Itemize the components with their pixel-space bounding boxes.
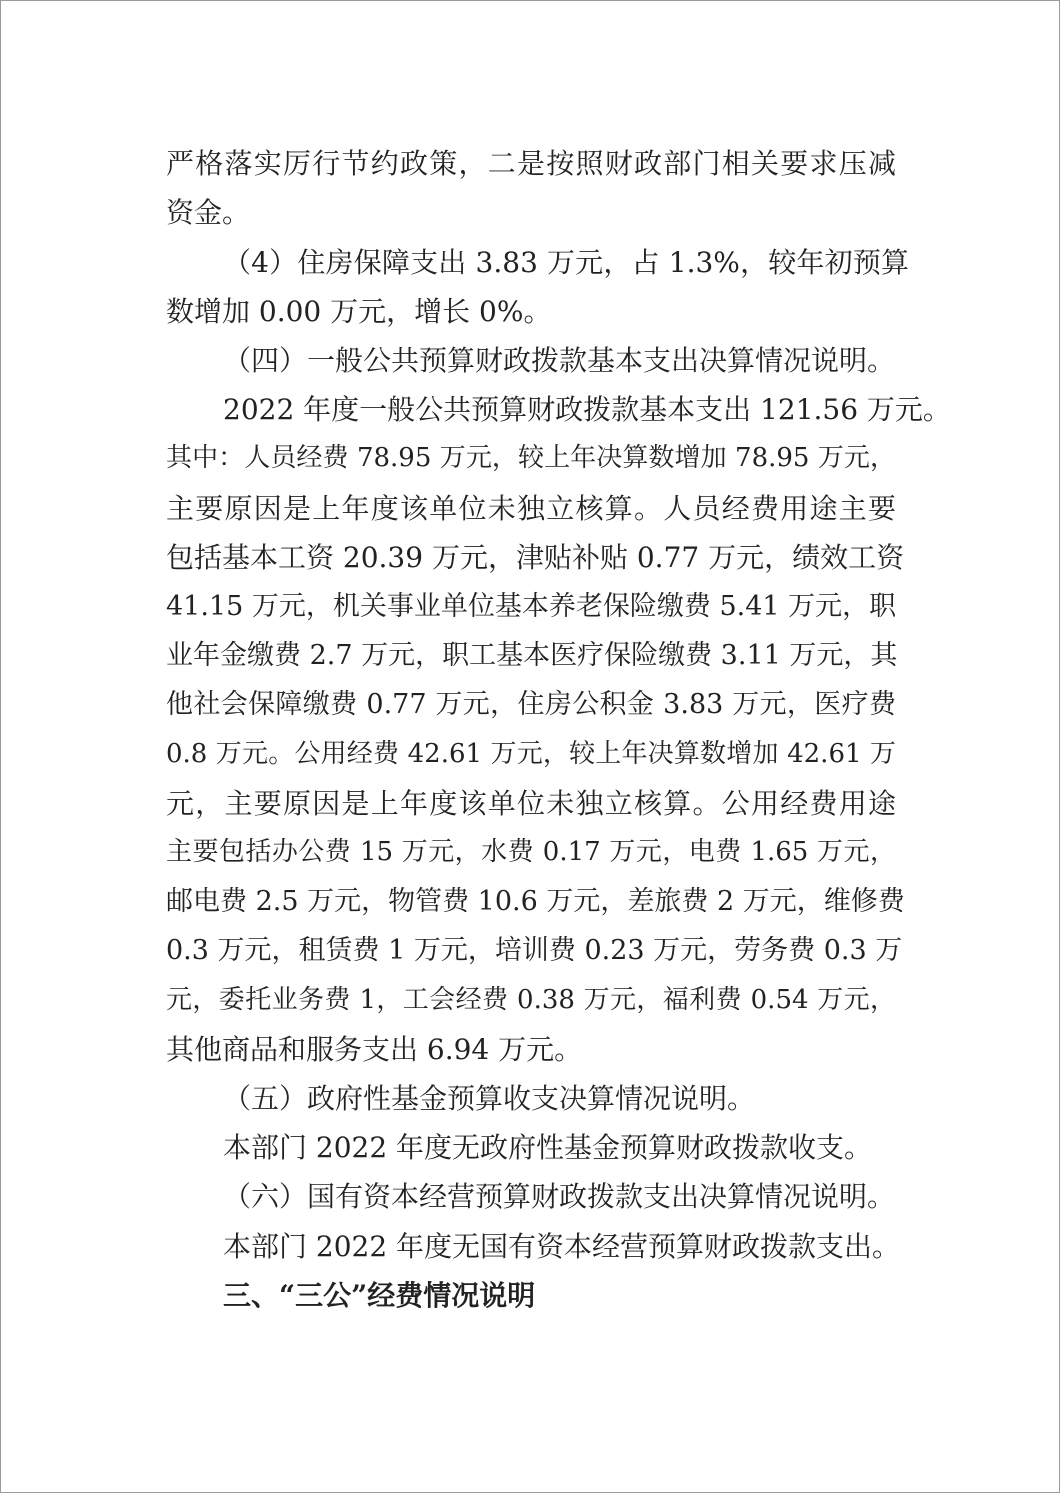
- body-line-4: 数增加 0.00 万元，增长 0%。: [166, 295, 552, 328]
- body-line-8: 主要原因是上年度该单位未独立核算。人员经费用途主要: [166, 492, 896, 525]
- section-heading-6: （六）国有资本经营预算财政拨款支出决算情况说明。: [223, 1180, 896, 1213]
- body-line-6: 2022 年度一般公共预算财政拨款基本支出 121.56 万元。: [223, 393, 951, 426]
- body-line-12: 他社会保障缴费 0.77 万元，住房公积金 3.83 万元，医疗费: [166, 689, 896, 720]
- body-line-7: 其中：人员经费 78.95 万元，较上年决算数增加 78.95 万元，: [166, 443, 896, 473]
- body-line-18: 元，委托业务费 1，工会经费 0.38 万元，福利费 0.54 万元，: [166, 985, 896, 1015]
- chapter-heading-3: 三、“三公”经费情况说明: [223, 1279, 536, 1312]
- body-line-15: 主要包括办公费 15 万元，水费 0.17 万元，电费 1.65 万元，: [166, 837, 896, 867]
- body-line-19: 其他商品和服务支出 6.94 万元。: [166, 1033, 583, 1066]
- section-heading-5: （五）政府性基金预算收支决算情况说明。: [223, 1082, 756, 1115]
- body-line-23: 本部门 2022 年度无国有资本经营预算财政拨款支出。: [223, 1230, 901, 1263]
- body-line-13: 0.8 万元。公用经费 42.61 万元，较上年决算数增加 42.61 万: [166, 739, 896, 769]
- body-line-3: （4）住房保障支出 3.83 万元，占 1.3%，较年初预算: [223, 246, 909, 279]
- body-line-10: 41.15 万元，机关事业单位基本养老保险缴费 5.41 万元，职: [166, 591, 897, 622]
- body-line-21: 本部门 2022 年度无政府性基金预算财政拨款收支。: [223, 1131, 873, 1164]
- body-line-2: 资金。: [166, 196, 251, 229]
- body-line-1: 严格落实厉行节约政策，二是按照财政部门相关要求压减: [166, 147, 896, 180]
- body-line-14: 元，主要原因是上年度该单位未独立核算。公用经费用途: [166, 787, 896, 820]
- body-line-11: 业年金缴费 2.7 万元，职工基本医疗保险缴费 3.11 万元，其: [166, 640, 898, 671]
- body-line-16: 邮电费 2.5 万元，物管费 10.6 万元，差旅费 2 万元，维修费: [166, 886, 905, 917]
- body-line-9: 包括基本工资 20.39 万元，津贴补贴 0.77 万元，绩效工资: [166, 541, 905, 574]
- section-heading-4: （四）一般公共预算财政拨款基本支出决算情况说明。: [223, 344, 896, 377]
- body-line-17: 0.3 万元，租赁费 1 万元，培训费 0.23 万元，劳务费 0.3 万: [166, 935, 903, 966]
